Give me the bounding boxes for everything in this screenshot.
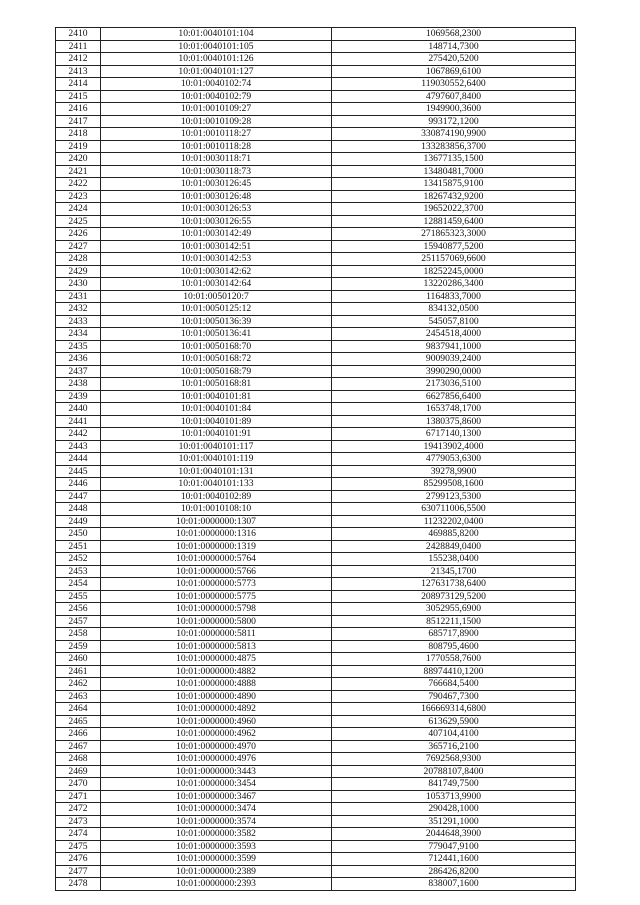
table-row [56,328,576,341]
table-row [56,290,576,303]
table-row [56,765,576,778]
row-number-cell: 2427 [56,240,101,253]
value-cell: 15940877,5200 [332,240,576,253]
table-row [56,878,576,891]
table-row [56,540,576,553]
value-cell: 4779053,6300 [332,453,576,466]
value-cell: 1164833,7000 [332,290,576,303]
row-number-cell: 2450 [56,528,101,541]
value-cell: 208973129,5200 [332,590,576,603]
table-row [56,828,576,841]
row-number-cell: 2416 [56,103,101,116]
row-number-cell: 2418 [56,128,101,141]
cadastral-number-cell: 10:01:0030142:53 [101,253,332,266]
value-cell: 2173036,5100 [332,378,576,391]
table-row [56,40,576,53]
table-row [56,440,576,453]
table-row [56,403,576,416]
cadastral-number-cell: 10:01:0000000:4890 [101,690,332,703]
cadastral-number-cell: 10:01:0010118:27 [101,128,332,141]
row-number-cell: 2475 [56,840,101,853]
row-number-cell: 2442 [56,428,101,441]
cadastral-number-cell: 10:01:0040101:133 [101,478,332,491]
row-number-cell: 2462 [56,678,101,691]
table-row [56,790,576,803]
cadastral-number-cell: 10:01:0040101:117 [101,440,332,453]
table-row [56,690,576,703]
row-number-cell: 2441 [56,415,101,428]
row-number-cell: 2447 [56,490,101,503]
value-cell: 9009039,2400 [332,353,576,366]
cadastral-number-cell: 10:01:0000000:4882 [101,665,332,678]
cadastral-number-cell: 10:01:0040101:84 [101,403,332,416]
row-number-cell: 2437 [56,365,101,378]
row-number-cell: 2436 [56,353,101,366]
table-row [56,340,576,353]
table-row [56,140,576,153]
cadastral-number-cell: 10:01:0000000:4875 [101,653,332,666]
table-row [56,465,576,478]
row-number-cell: 2473 [56,815,101,828]
value-cell: 13480481,7000 [332,165,576,178]
value-cell: 3052955,6900 [332,603,576,616]
row-number-cell: 2415 [56,90,101,103]
cadastral-number-cell: 10:01:0000000:4976 [101,753,332,766]
row-number-cell: 2454 [56,578,101,591]
value-cell: 2799123,5300 [332,490,576,503]
table-row [56,653,576,666]
value-cell: 790467,7300 [332,690,576,703]
value-cell: 365716,2100 [332,740,576,753]
row-number-cell: 2422 [56,178,101,191]
cadastral-number-cell: 10:01:0030118:71 [101,153,332,166]
row-number-cell: 2465 [56,715,101,728]
row-number-cell: 2428 [56,253,101,266]
value-cell: 19652022,3700 [332,203,576,216]
cadastral-number-cell: 10:01:0000000:4888 [101,678,332,691]
cadastral-number-cell: 10:01:0000000:3467 [101,790,332,803]
value-cell: 469885,8200 [332,528,576,541]
row-number-cell: 2414 [56,78,101,91]
value-cell: 838007,1600 [332,878,576,891]
cadastral-number-cell: 10:01:0030126:53 [101,203,332,216]
table-row [56,528,576,541]
row-number-cell: 2424 [56,203,101,216]
cadastral-number-cell: 10:01:0010109:27 [101,103,332,116]
row-number-cell: 2445 [56,465,101,478]
row-number-cell: 2459 [56,640,101,653]
cadastral-number-cell: 10:01:0040101:127 [101,65,332,78]
table-row [56,203,576,216]
table-row [56,215,576,228]
row-number-cell: 2464 [56,703,101,716]
cadastral-number-cell: 10:01:0000000:5800 [101,615,332,628]
value-cell: 6717140,1300 [332,428,576,441]
value-cell: 834132,0500 [332,303,576,316]
value-cell: 351291,1000 [332,815,576,828]
table-row [56,278,576,291]
table-row [56,390,576,403]
value-cell: 630711006,5500 [332,503,576,516]
value-cell: 613629,5900 [332,715,576,728]
value-cell: 712441,1600 [332,853,576,866]
cadastral-number-cell: 10:01:0040101:126 [101,53,332,66]
value-cell: 39278,9900 [332,465,576,478]
table-row [56,853,576,866]
table-row [56,78,576,91]
cadastral-number-cell: 10:01:0030126:45 [101,178,332,191]
row-number-cell: 2439 [56,390,101,403]
row-number-cell: 2440 [56,403,101,416]
row-number-cell: 2463 [56,690,101,703]
row-number-cell: 2438 [56,378,101,391]
cadastral-number-cell: 10:01:0000000:5766 [101,565,332,578]
table-row [56,53,576,66]
value-cell: 271865323,3000 [332,228,576,241]
table-row [56,128,576,141]
cadastral-number-cell: 10:01:0000000:5764 [101,553,332,566]
value-cell: 21345,1700 [332,565,576,578]
cadastral-number-cell: 10:01:0040102:89 [101,490,332,503]
value-cell: 148714,7300 [332,40,576,53]
cadastral-number-cell: 10:01:0000000:1307 [101,515,332,528]
row-number-cell: 2453 [56,565,101,578]
row-number-cell: 2446 [56,478,101,491]
row-number-cell: 2432 [56,303,101,316]
row-number-cell: 2456 [56,603,101,616]
table-row [56,578,576,591]
value-cell: 4797607,8400 [332,90,576,103]
value-cell: 88974410,1200 [332,665,576,678]
row-number-cell: 2413 [56,65,101,78]
row-number-cell: 2458 [56,628,101,641]
row-number-cell: 2411 [56,40,101,53]
cadastral-number-cell: 10:01:0040101:91 [101,428,332,441]
value-cell: 685717,8900 [332,628,576,641]
cadastral-number-cell: 10:01:0000000:5798 [101,603,332,616]
cadastral-number-cell: 10:01:0040102:74 [101,78,332,91]
value-cell: 1949900,3600 [332,103,576,116]
cadastral-number-cell: 10:01:0000000:3474 [101,803,332,816]
table-row [56,553,576,566]
value-cell: 11232202,0400 [332,515,576,528]
value-cell: 841749,7500 [332,778,576,791]
row-number-cell: 2457 [56,615,101,628]
table-row [56,428,576,441]
table-row [56,865,576,878]
table-row [56,228,576,241]
table-row [56,490,576,503]
table-row [56,103,576,116]
row-number-cell: 2478 [56,878,101,891]
cadastral-number-cell: 10:01:0000000:5773 [101,578,332,591]
value-cell: 290428,1000 [332,803,576,816]
row-number-cell: 2474 [56,828,101,841]
table-row [56,840,576,853]
table-row [56,753,576,766]
cadastral-number-cell: 10:01:0000000:3443 [101,765,332,778]
cadastral-number-cell: 10:01:0050168:79 [101,365,332,378]
cadastral-number-cell: 10:01:0010109:28 [101,115,332,128]
row-number-cell: 2426 [56,228,101,241]
cadastral-number-cell: 10:01:0000000:5811 [101,628,332,641]
value-cell: 127631738,6400 [332,578,576,591]
cadastral-number-cell: 10:01:0000000:3454 [101,778,332,791]
cadastral-number-cell: 10:01:0030142:49 [101,228,332,241]
cadastral-number-cell: 10:01:0050136:41 [101,328,332,341]
cadastral-number-cell: 10:01:0050168:70 [101,340,332,353]
value-cell: 407104,4100 [332,728,576,741]
row-number-cell: 2468 [56,753,101,766]
table-row [56,90,576,103]
cadastral-number-cell: 10:01:0000000:5775 [101,590,332,603]
table-row [56,190,576,203]
value-cell: 993172,1200 [332,115,576,128]
row-number-cell: 2451 [56,540,101,553]
cadastral-number-cell: 10:01:0040101:81 [101,390,332,403]
cadastral-number-cell: 10:01:0000000:1316 [101,528,332,541]
row-number-cell: 2476 [56,853,101,866]
row-number-cell: 2420 [56,153,101,166]
table-row [56,503,576,516]
table-row [56,640,576,653]
table-row [56,153,576,166]
row-number-cell: 2466 [56,728,101,741]
row-number-cell: 2417 [56,115,101,128]
cadastral-number-cell: 10:01:0040101:89 [101,415,332,428]
cadastral-number-cell: 10:01:0000000:4960 [101,715,332,728]
table-row [56,165,576,178]
table-row [56,815,576,828]
row-number-cell: 2412 [56,53,101,66]
cadastral-number-cell: 10:01:0000000:1319 [101,540,332,553]
table-row [56,303,576,316]
cadastral-number-cell: 10:01:0010108:10 [101,503,332,516]
value-cell: 2454518,4000 [332,328,576,341]
row-number-cell: 2470 [56,778,101,791]
value-cell: 545057,8100 [332,315,576,328]
cadastral-number-cell: 10:01:0040101:131 [101,465,332,478]
cadastral-number-cell: 10:01:0030126:55 [101,215,332,228]
row-number-cell: 2425 [56,215,101,228]
value-cell: 779047,9100 [332,840,576,853]
value-cell: 808795,4600 [332,640,576,653]
cadastral-number-cell: 10:01:0050136:39 [101,315,332,328]
table-row [56,28,576,41]
row-number-cell: 2410 [56,28,101,41]
row-number-cell: 2469 [56,765,101,778]
cadastral-number-cell: 10:01:0000000:4892 [101,703,332,716]
row-number-cell: 2467 [56,740,101,753]
value-cell: 133283856,3700 [332,140,576,153]
cadastral-number-cell: 10:01:0040102:79 [101,90,332,103]
row-number-cell: 2421 [56,165,101,178]
value-cell: 13220286,3400 [332,278,576,291]
cadastral-number-cell: 10:01:0000000:4962 [101,728,332,741]
table-row [56,665,576,678]
value-cell: 13415875,9100 [332,178,576,191]
value-cell: 166669314,6800 [332,703,576,716]
row-number-cell: 2431 [56,290,101,303]
value-cell: 251157069,6600 [332,253,576,266]
row-number-cell: 2443 [56,440,101,453]
table-row [56,565,576,578]
cadastral-number-cell: 10:01:0000000:3582 [101,828,332,841]
table-row [56,803,576,816]
value-cell: 9837941,1000 [332,340,576,353]
table-row [56,703,576,716]
table-row [56,353,576,366]
table-row [56,265,576,278]
table-row [56,315,576,328]
value-cell: 766684,5400 [332,678,576,691]
row-number-cell: 2435 [56,340,101,353]
cadastral-number-cell: 10:01:0050168:81 [101,378,332,391]
value-cell: 1380375,8600 [332,415,576,428]
row-number-cell: 2472 [56,803,101,816]
row-number-cell: 2429 [56,265,101,278]
value-cell: 19413902,4000 [332,440,576,453]
table-row [56,628,576,641]
cadastral-number-cell: 10:01:0050120:7 [101,290,332,303]
table-row [56,678,576,691]
table-row [56,515,576,528]
value-cell: 1069568,2300 [332,28,576,41]
cadastral-number-cell: 10:01:0030126:48 [101,190,332,203]
cadastral-number-cell: 10:01:0000000:5813 [101,640,332,653]
row-number-cell: 2430 [56,278,101,291]
table-row [56,378,576,391]
value-cell: 119030552,6400 [332,78,576,91]
cadastral-number-cell: 10:01:0050125:12 [101,303,332,316]
value-cell: 6627856,6400 [332,390,576,403]
cadastral-number-cell: 10:01:0000000:2389 [101,865,332,878]
value-cell: 286426,8200 [332,865,576,878]
value-cell: 18252245,0000 [332,265,576,278]
cadastral-number-cell: 10:01:0000000:3574 [101,815,332,828]
value-cell: 20788107,8400 [332,765,576,778]
cadastral-number-cell: 10:01:0050168:72 [101,353,332,366]
cadastral-number-cell: 10:01:0030142:51 [101,240,332,253]
value-cell: 13677135,1500 [332,153,576,166]
row-number-cell: 2471 [56,790,101,803]
table-row [56,728,576,741]
table-row [56,65,576,78]
row-number-cell: 2433 [56,315,101,328]
table-row [56,240,576,253]
value-cell: 3990290,0000 [332,365,576,378]
cadastral-number-cell: 10:01:0040101:119 [101,453,332,466]
cadastral-number-cell: 10:01:0040101:105 [101,40,332,53]
cadastral-number-cell: 10:01:0030118:73 [101,165,332,178]
row-number-cell: 2449 [56,515,101,528]
row-number-cell: 2419 [56,140,101,153]
table-row [56,603,576,616]
row-number-cell: 2448 [56,503,101,516]
table-row [56,115,576,128]
row-number-cell: 2455 [56,590,101,603]
cadastral-number-cell: 10:01:0030142:62 [101,265,332,278]
row-number-cell: 2423 [56,190,101,203]
value-cell: 7692568,9300 [332,753,576,766]
cadastral-number-cell: 10:01:0000000:3599 [101,853,332,866]
value-cell: 85299508,1600 [332,478,576,491]
table-row [56,778,576,791]
cadastral-number-cell: 10:01:0000000:2393 [101,878,332,891]
table-row [56,453,576,466]
table-row [56,365,576,378]
table-row [56,478,576,491]
value-cell: 1067869,6100 [332,65,576,78]
table-row [56,715,576,728]
cadastral-number-cell: 10:01:0010118:28 [101,140,332,153]
cadastral-number-cell: 10:01:0000000:4970 [101,740,332,753]
row-number-cell: 2461 [56,665,101,678]
row-number-cell: 2452 [56,553,101,566]
value-cell: 12881459,6400 [332,215,576,228]
table-row [56,590,576,603]
table-body [56,28,576,891]
value-cell: 2428849,0400 [332,540,576,553]
value-cell: 1053713,9900 [332,790,576,803]
table-row [56,740,576,753]
table-row [56,615,576,628]
table-row [56,178,576,191]
value-cell: 2044648,3900 [332,828,576,841]
row-number-cell: 2434 [56,328,101,341]
cadastral-value-table [55,27,576,891]
value-cell: 8512211,1500 [332,615,576,628]
value-cell: 155238,0400 [332,553,576,566]
table-row [56,253,576,266]
value-cell: 1653748,1700 [332,403,576,416]
value-cell: 275420,5200 [332,53,576,66]
cadastral-number-cell: 10:01:0000000:3593 [101,840,332,853]
cadastral-number-cell: 10:01:0030142:64 [101,278,332,291]
cadastral-number-cell: 10:01:0040101:104 [101,28,332,41]
value-cell: 1770558,7600 [332,653,576,666]
row-number-cell: 2477 [56,865,101,878]
row-number-cell: 2460 [56,653,101,666]
value-cell: 330874190,9900 [332,128,576,141]
value-cell: 18267432,9200 [332,190,576,203]
table-row [56,415,576,428]
row-number-cell: 2444 [56,453,101,466]
